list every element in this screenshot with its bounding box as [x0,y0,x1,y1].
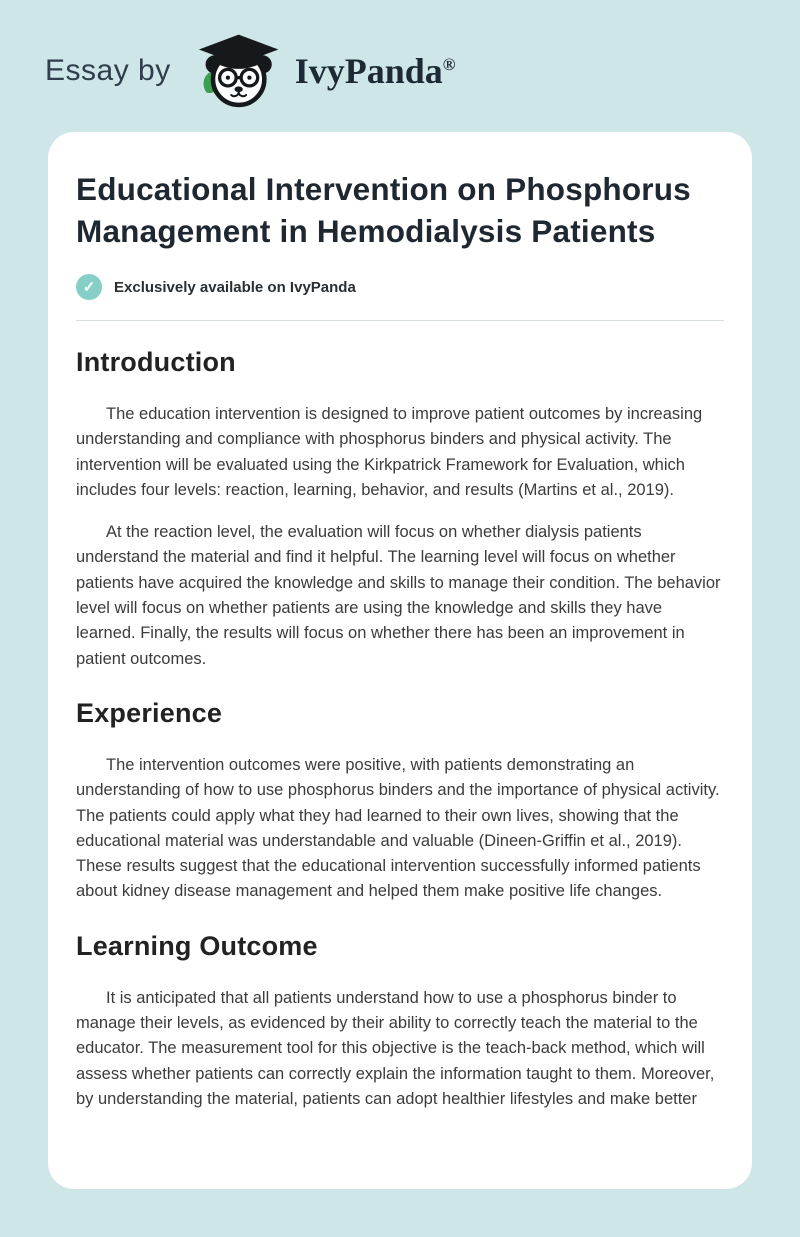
exclusive-badge [76,274,724,300]
paragraph: At the reaction level, the evaluation will focus on whether dialysis patients understand the material and find it helpful. The learning level will focus on whether patients have acquired the knowledge and skills to manage their condition. The behavior level will focus on whether patients are using the knowledge and skills they have learned. Finally, the results will focus on whether there has been an improvement in patient outcomes. [76,523,721,668]
paragraph: The education intervention is designed to improve patient outcomes by increasing understanding and compliance with phosphorus binders and physical activity. The intervention will be evaluated using the Kirkpatrick Framework for Evaluation, which includes four levels: reaction, learning, behavior, and results (Martins et al., 2019). [76,405,703,499]
essay-by-label: Essay by [45,54,171,87]
section-experience [76,698,724,905]
divider [76,320,724,321]
essay-card [48,132,752,1189]
section-introduction [76,347,724,672]
site-header [0,0,800,126]
section-heading-learning-outcome: Learning Outcome [76,930,318,961]
page-title: Educational Intervention on Phosphorus Management in Hemodialysis Patients [76,171,691,249]
brand-name [295,50,456,92]
brand-text: IvyPanda [294,51,443,91]
section-heading-experience: Experience [76,697,223,728]
exclusive-badge-label: Exclusively available on IvyPanda [114,278,356,296]
panda-graduate-logo-icon [189,30,285,112]
section-learning-outcome [76,931,724,1112]
paragraph: It is anticipated that all patients understand how to use a phosphorus binder to manage their levels, as evidenced by their ability to correctly teach the material to the educator. The measurement tool for this objective is the teach-back method, which will assess whether patients can correctly explain the information taught to them. Moreover, by understanding the material, patients can adopt healthier lifestyles and make better [76,988,715,1108]
paragraph: The intervention outcomes were positive, with patients demonstrating an understanding of how to use phosphorus binders and the importance of physical activity. The patients could apply what they had learned to their own lives, showing that the educational material was understandable and valuable (Dineen-Griffin et al., 2019). These results suggest that the educational intervention successfully informed patients about kidney disease management and helped them make positive life changes. [76,755,720,901]
registered-mark: ® [442,55,456,74]
section-heading-introduction: Introduction [76,347,236,377]
check-icon: ✓ [76,274,102,300]
